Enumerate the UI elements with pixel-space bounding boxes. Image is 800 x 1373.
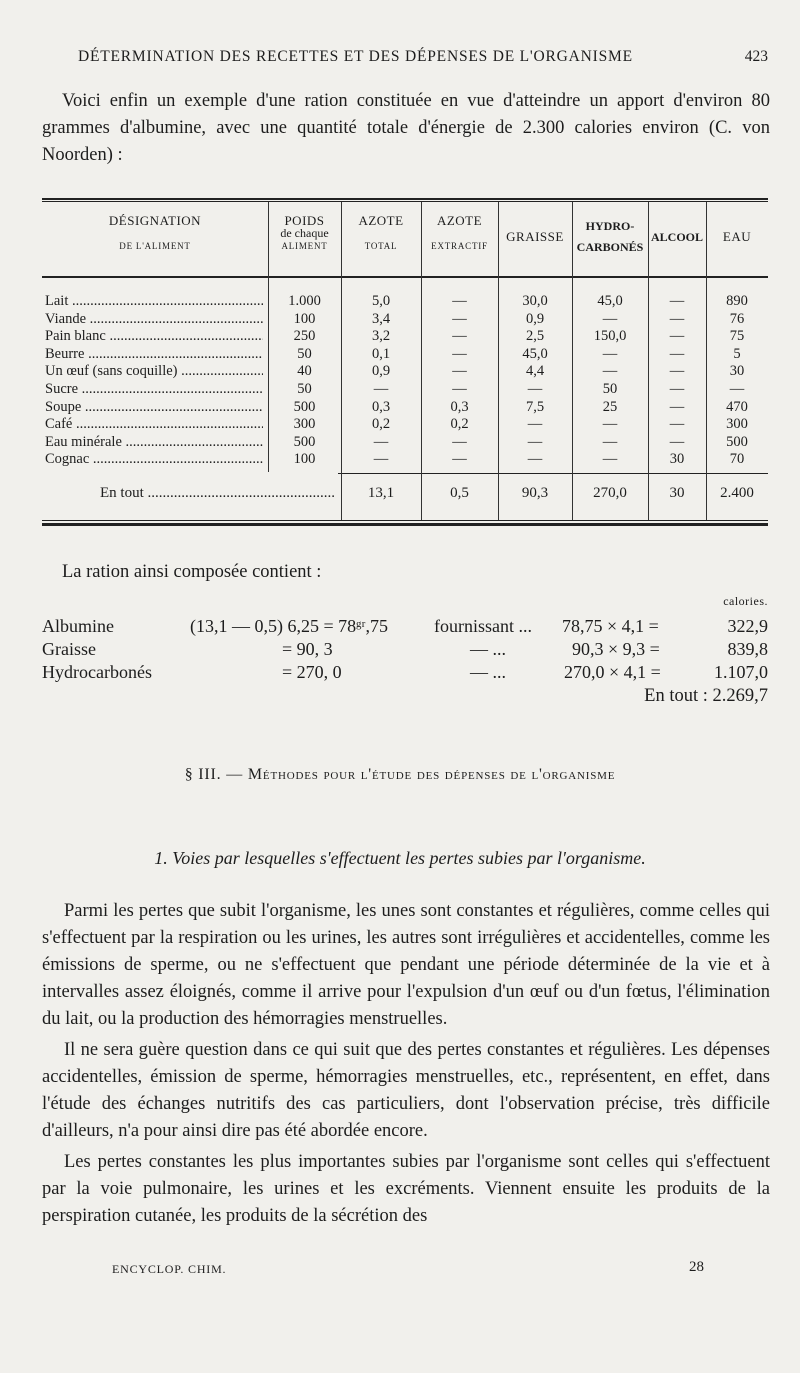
section-mark: § III. — <box>184 766 244 783</box>
page-footer <box>112 1259 704 1277</box>
cell-extr: — <box>452 293 467 309</box>
composition-row-graisse: Graisse = 90, 3 — ... 90,3 × 9,3 = 839,8 <box>42 639 768 659</box>
header-azote-total: AZOTE TOTAL <box>358 213 404 251</box>
cell-eau: 75 <box>729 328 745 345</box>
header-poids: POIDS de chaque ALIMENT <box>280 213 329 251</box>
header-azote-extractif: AZOTE EXTRACTIF <box>431 213 488 251</box>
table-row <box>42 415 768 433</box>
food-name: Eau minérale ..... <box>45 433 263 451</box>
table-row <box>42 362 768 380</box>
composition-total: En tout : 2.269,7 <box>644 686 768 706</box>
cell-extr: — <box>452 345 467 362</box>
cell-extr: — <box>452 433 467 450</box>
cell-extr: — <box>452 363 467 380</box>
table-row <box>42 327 768 345</box>
table-bottom-rule <box>42 523 768 526</box>
total-graisse: 90,3 <box>521 485 549 501</box>
food-name: Soupe ..... <box>45 398 263 416</box>
food-name: Un œuf (sans coquille) ..... <box>45 362 263 380</box>
header-eau: EAU <box>722 229 752 244</box>
cell-eau: 470 <box>726 398 748 415</box>
cell-eau: 76 <box>729 310 745 327</box>
cell-alcool: — <box>669 293 685 309</box>
cell-poids: 500 <box>293 433 316 450</box>
header-graisse: GRAISSE <box>506 229 564 244</box>
table-row <box>42 292 768 310</box>
cell-hydro: — <box>602 416 618 433</box>
cell-alcool: — <box>669 328 685 345</box>
paragraph: Les pertes constantes les plus importantes subies par l'organisme sont celles qui s'effectuent par la voie pulmonaire, les urines et les excréments. Viennent ensuite les produits de la perspiration cutanée, les produits de la sécrétion des <box>42 1152 770 1226</box>
total-eau: 2.400 <box>720 485 754 501</box>
section-heading <box>0 766 800 784</box>
cell-azote: — <box>373 433 389 450</box>
cell-eau: 70 <box>729 451 745 468</box>
total-alcool: 30 <box>669 485 685 501</box>
cell-alcool: — <box>669 345 685 362</box>
cell-azote: 0,9 <box>371 363 391 380</box>
cell-alcool: — <box>669 381 685 397</box>
cell-poids: 100 <box>293 310 316 327</box>
table-top-rule-thin <box>42 201 768 202</box>
total-rule <box>338 473 768 474</box>
cell-hydro: — <box>602 363 618 380</box>
header-rule <box>42 276 768 278</box>
cell-eau: 30 <box>729 363 745 380</box>
cell-poids: 100 <box>293 451 316 468</box>
cell-graisse: 7,5 <box>525 398 545 415</box>
header-designation: DÉSIGNATION DE L'ALIMENT <box>108 213 202 251</box>
food-name: Viande ..... <box>45 310 263 328</box>
cell-alcool: — <box>669 310 685 327</box>
total-azote: 13,1 <box>367 485 395 501</box>
cell-extr: — <box>452 451 467 468</box>
table-row <box>42 380 768 398</box>
header-hydrocarbones: HYDRO- CARBONÉS <box>576 219 644 254</box>
cell-hydro: 45,0 <box>597 293 623 309</box>
table-row <box>42 398 768 416</box>
body-text <box>42 898 770 1234</box>
food-name: Pain blanc ..... <box>45 327 263 345</box>
intro-paragraph: Voici enfin un exemple d'une ration constituée en vue d'atteindre un apport d'environ 80 grammes d'albumine, avec une quantité totale d'énergie de 2.300 calories environ (C. von Noorden) : <box>42 91 770 165</box>
cell-hydro: — <box>602 451 618 468</box>
cell-graisse: — <box>527 381 543 397</box>
cell-hydro: — <box>602 345 618 362</box>
table-row <box>42 310 768 328</box>
running-head <box>78 48 768 66</box>
cell-extr: — <box>452 381 467 397</box>
table-bottom-rule-thin <box>42 520 768 521</box>
paragraph: Il ne sera guère question dans ce qui suit que des pertes constantes et régulières. Les dépenses accidentelles, émission de sperme, hémorragies menstruelles, etc., représentent, en effet, dans l'étude des échanges nutritifs des cas particuliers, dont l'observation précise, très difficile d'ailleurs, n'a pour ainsi dire pas été abordée encore. <box>42 1040 770 1141</box>
composition-row-albumine: Albumine (13,1 — 0,5) 6,25 = 78ᵍʳ,75 fournissant ... 78,75 × 4,1 = 322,9 <box>42 616 768 636</box>
food-name: Lait ..... <box>45 292 263 310</box>
table-row <box>42 450 768 468</box>
table-top-rule <box>42 198 768 200</box>
cell-hydro: 50 <box>602 381 618 397</box>
cell-poids: 500 <box>293 398 316 415</box>
composition-row-hydrocarbones: Hydrocarbonés = 270, 0 — ... 270,0 × 4,1 = 1.107,0 <box>42 662 768 682</box>
table-row <box>42 433 768 451</box>
running-head-title: DÉTERMINATION DES RECETTES ET DES DÉPENSES DE L'ORGANISME <box>78 48 633 65</box>
cell-extr: — <box>452 328 467 345</box>
cell-eau: 500 <box>726 433 748 450</box>
cell-hydro: 25 <box>602 398 618 415</box>
cell-eau: 300 <box>726 416 748 433</box>
ration-table <box>42 198 768 526</box>
cell-graisse: 2,5 <box>525 328 545 345</box>
cell-poids: 300 <box>293 416 316 433</box>
food-name: Beurre ..... <box>45 345 263 363</box>
paragraph: Parmi les pertes que subit l'organisme, les unes sont constantes et régulières, comme celles qui s'effectuent par la respiration ou les urines, les autres sont irrégulières et accidentelles, comme les émissions de sperme, ou ne s'effectuent que pendant une période déterminée de la vie et à intervalles assez éloignés, comme il arrive pour l'expulsion d'un œuf ou d'un fœtus, l'élimination du lait, ou la production des hémorragies menstruelles. <box>42 901 770 1029</box>
cell-poids: 50 <box>297 345 312 362</box>
food-name: Cognac ..... <box>45 450 263 468</box>
cell-graisse: — <box>527 416 543 433</box>
cell-eau: 890 <box>726 293 748 309</box>
cell-azote: 3,4 <box>371 310 391 327</box>
cell-eau: 5 <box>733 345 741 362</box>
cell-poids: 50 <box>297 381 312 397</box>
cell-poids: 40 <box>297 363 312 380</box>
cell-extr: 0,3 <box>450 398 469 415</box>
cell-alcool: — <box>669 433 685 450</box>
cell-graisse: 45,0 <box>522 345 548 362</box>
cell-poids: 1.000 <box>288 293 321 309</box>
cell-graisse: — <box>527 451 543 468</box>
total-extractif: 0,5 <box>450 485 469 501</box>
cell-graisse: — <box>527 433 543 450</box>
cell-extr: 0,2 <box>450 416 469 433</box>
cell-azote: 5,0 <box>371 293 391 309</box>
cell-azote: 0,1 <box>371 345 391 362</box>
food-name: Sucre ..... <box>45 380 263 398</box>
cell-azote: 0,3 <box>371 398 391 415</box>
subsection-heading: 1. Voies par lesquelles s'effectuent les pertes subies par l'organisme. <box>154 848 646 868</box>
cell-hydro: — <box>602 433 618 450</box>
cell-alcool: — <box>669 363 685 380</box>
cell-eau: — <box>729 381 745 397</box>
cell-graisse: 4,4 <box>525 363 545 380</box>
cell-azote: — <box>373 451 389 468</box>
table-row <box>42 345 768 363</box>
signature-mark: 28 <box>689 1259 704 1275</box>
cell-alcool: — <box>669 416 685 433</box>
header-alcool: ALCOOL <box>650 230 703 244</box>
cell-hydro: — <box>602 310 618 327</box>
cell-azote: 3,2 <box>371 328 391 345</box>
cell-graisse: 0,9 <box>525 310 545 327</box>
total-label: En tout ..... <box>100 484 336 502</box>
footer-source: ENCYCLOP. CHIM. <box>112 1262 227 1276</box>
section-title: Méthodes pour l'étude des dépenses de l'organisme <box>247 766 616 783</box>
cell-azote: 0,2 <box>371 416 391 433</box>
cell-hydro: 150,0 <box>593 328 627 345</box>
food-name: Café ..... <box>45 415 263 433</box>
cell-extr: — <box>452 310 467 327</box>
page-number: 423 <box>744 48 768 65</box>
cell-poids: 250 <box>293 328 316 345</box>
cell-alcool: — <box>669 398 685 415</box>
cell-azote: — <box>373 381 389 397</box>
total-hydrocarbones: 270,0 <box>593 485 627 501</box>
composition-title: La ration ainsi composée contient : <box>62 562 322 582</box>
cell-alcool: 30 <box>669 451 685 468</box>
cell-graisse: 30,0 <box>522 293 548 309</box>
calories-unit: calories. <box>723 594 768 608</box>
